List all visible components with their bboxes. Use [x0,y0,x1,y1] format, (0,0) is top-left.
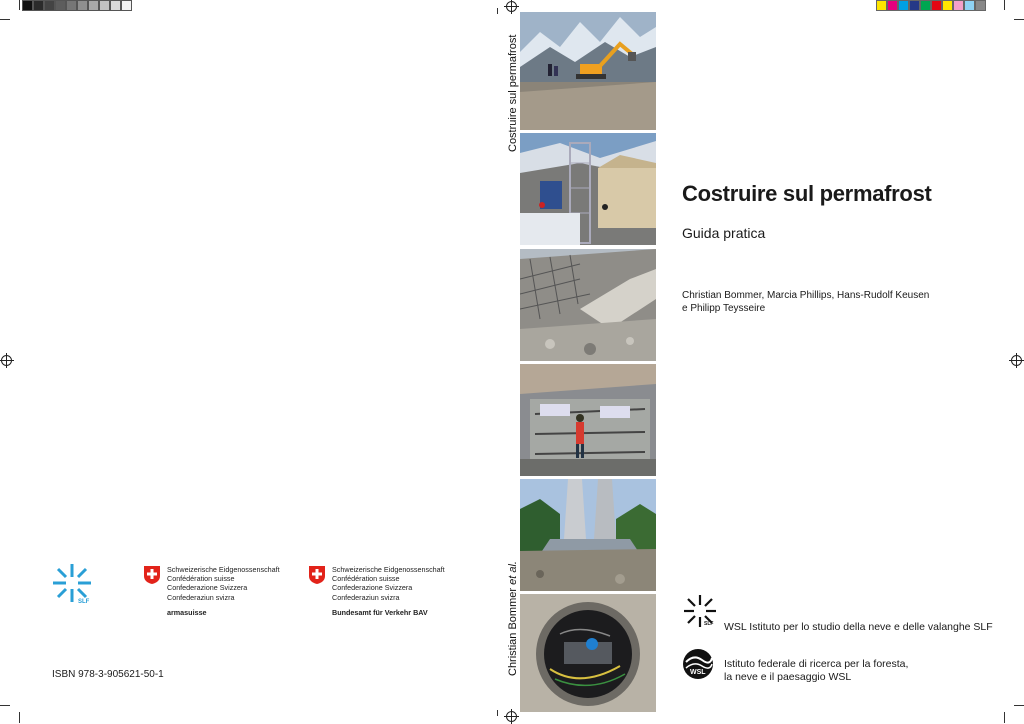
confed-1-office: armasuisse [167,607,207,617]
registration-mark-bottom [506,711,517,722]
grey-swatch [44,0,55,11]
confed-2-de: Schweizerische Eidgenossenschaft [332,565,445,574]
wsl-logo-text: WSL [690,669,706,676]
crop-mark-bottom-right-v [1004,712,1005,723]
slf-institute-name: WSL Istituto per lo studio della neve e delle valanghe SLF [724,621,993,633]
registration-mark-right [1011,355,1022,366]
grey-swatch [110,0,121,11]
spine-mark-top [497,8,498,14]
color-process-bar [876,0,986,11]
crop-mark-top-right [1014,19,1024,20]
color-swatch [975,0,986,11]
authors-line-2: e Philipp Teysseire [682,303,766,314]
confed-1-it: Confederazione Svizzera [167,583,248,593]
photo-pylon-base [520,479,656,591]
slf-snowflake-logo-back [52,563,92,609]
spine-author [507,561,519,676]
grey-scale-bar [22,0,132,11]
photo-construction-site [520,133,656,245]
cover-title: Costruire sul permafrost [682,181,932,206]
crop-mark-bottom-right [1014,705,1024,706]
confed-2-rm: Confederaziun svizra [332,592,400,602]
wsl-line-2: la neve e il paesaggio WSL [724,671,852,683]
spine-author-suffix: et al. [507,561,519,585]
grey-swatch [22,0,33,11]
grey-swatch [99,0,110,11]
wsl-line-1: Istituto federale di ricerca per la foresta, [724,658,909,670]
color-swatch [876,0,887,11]
wsl-institute-name [724,658,908,684]
crop-mark-top-left [0,19,10,20]
color-swatch [898,0,909,11]
slf-snowflake-logo-front [682,593,718,629]
confed-2-fr: Confédération suisse [332,574,400,584]
photo-excavator [520,12,656,130]
grey-swatch [88,0,99,11]
slf-logo-text-front: SLF [704,621,714,627]
grey-swatch [33,0,44,11]
grey-swatch [66,0,77,11]
isbn: ISBN 978-3-905621-50-1 [52,669,164,680]
color-swatch [942,0,953,11]
confederation-block-1 [167,565,280,617]
spine-mark-bottom [497,710,498,716]
spine-author-name: Christian Bommer [507,587,519,676]
cover-authors [682,289,929,315]
registration-mark-top [506,1,517,12]
photo-avalanche-nets [520,249,656,361]
swiss-cross-2 [308,565,326,585]
color-swatch [953,0,964,11]
authors-line-1: Christian Bommer, Marcia Phillips, Hans-Rudolf Keusen [682,290,930,301]
slf-logo-text-back: SLF [78,599,90,605]
color-swatch [920,0,931,11]
grey-swatch [77,0,88,11]
cover-subtitle: Guida pratica [682,225,766,241]
confed-1-de: Schweizerische Eidgenossenschaft [167,565,280,574]
color-swatch [909,0,920,11]
grey-swatch [121,0,132,11]
registration-mark-left [1,355,12,366]
crop-mark-top-right-v [1004,0,1005,10]
crop-mark-bottom-left-v [19,712,20,723]
confed-1-rm: Confederaziun svizra [167,592,235,602]
swiss-cross-1 [143,565,161,585]
wsl-logo [682,648,714,680]
color-swatch [887,0,898,11]
crop-mark-bottom-left [0,705,10,706]
photo-borehole [520,594,656,712]
color-swatch [964,0,975,11]
confed-2-it: Confederazione Svizzera [332,583,413,593]
crop-mark-top-left-v [19,0,20,10]
spine-title: Costruire sul permafrost [507,34,519,152]
grey-swatch [55,0,66,11]
confed-2-office: Bundesamt für Verkehr BAV [332,607,428,617]
confederation-block-2 [332,565,445,617]
color-swatch [931,0,942,11]
photo-foundation-work [520,364,656,476]
confed-1-fr: Confédération suisse [167,574,235,584]
